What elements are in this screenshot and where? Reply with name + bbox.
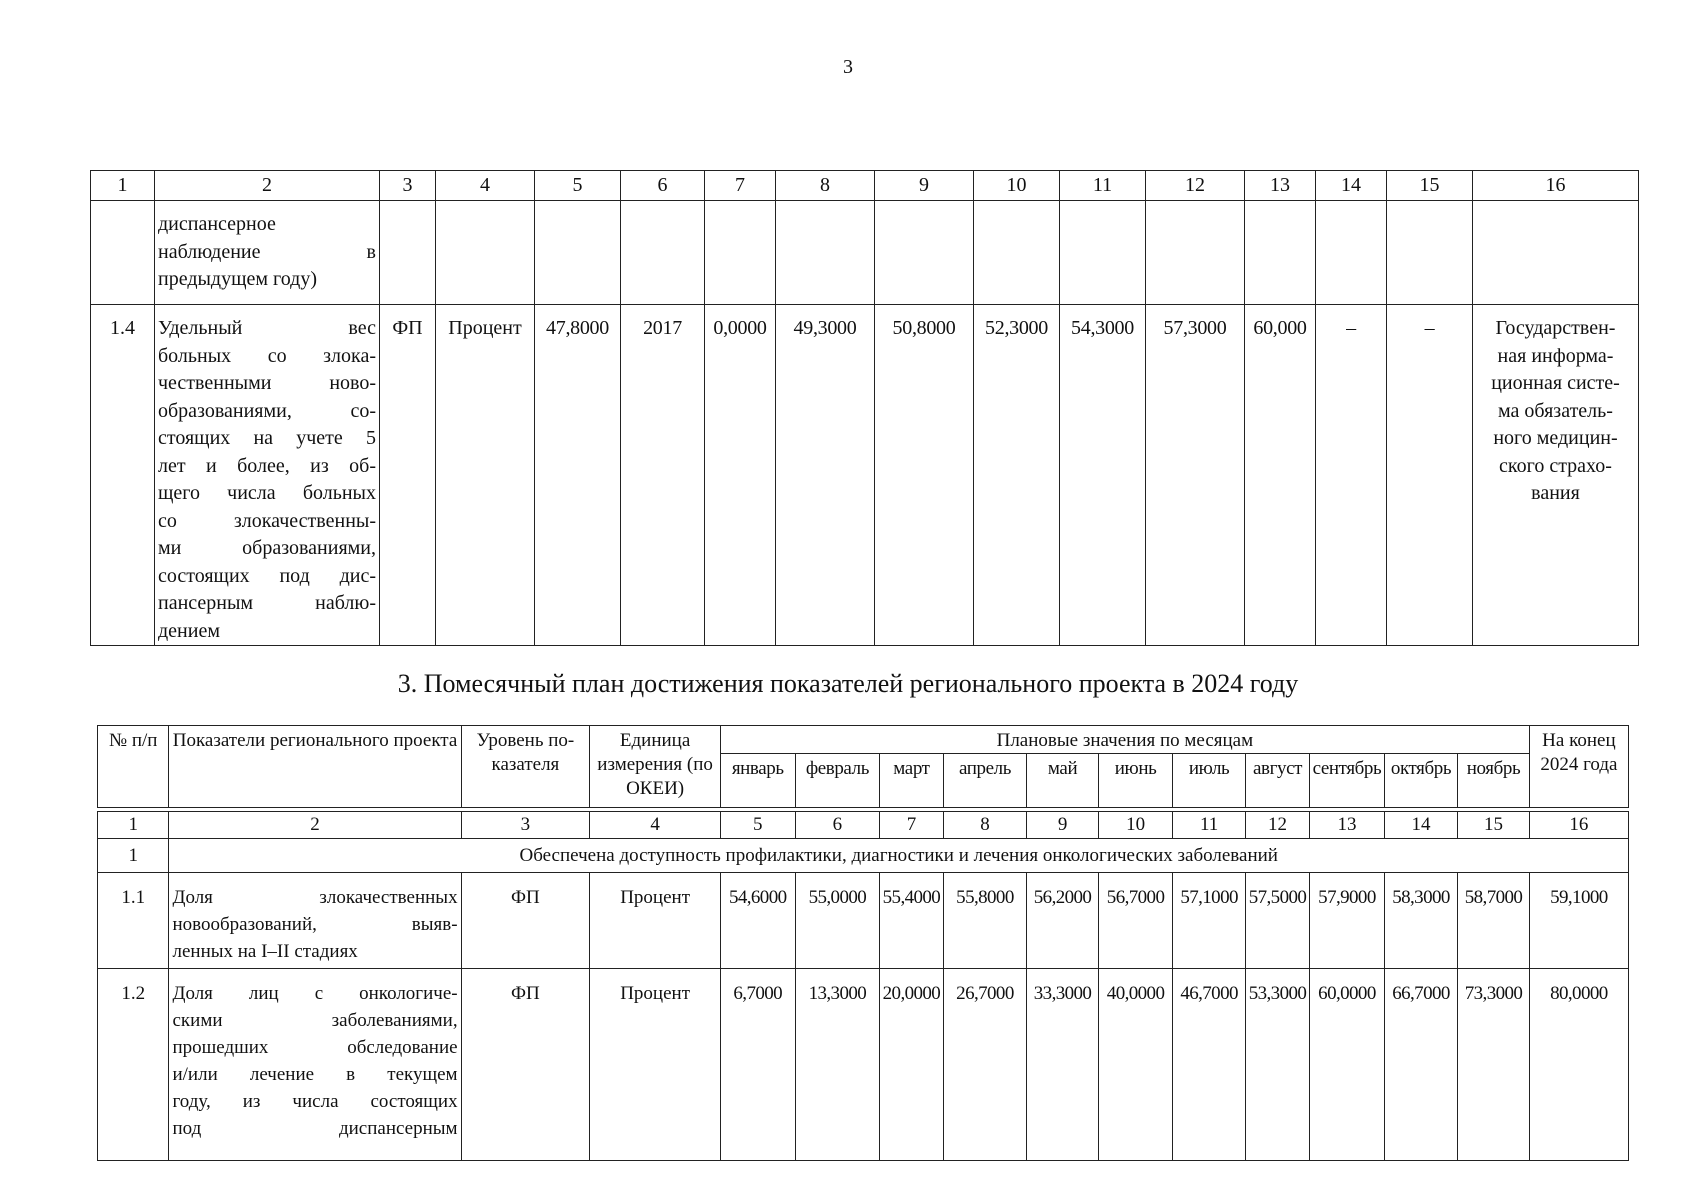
column-number: 3 xyxy=(380,171,436,201)
column-number: 7 xyxy=(880,812,943,839)
level-cell: ФП xyxy=(380,305,436,646)
month-value: 33,3000 xyxy=(1027,969,1098,1161)
column-number: 4 xyxy=(590,812,721,839)
column-number: 9 xyxy=(1027,812,1098,839)
header-row xyxy=(98,726,1629,754)
column-number: 13 xyxy=(1245,171,1316,201)
column-number: 15 xyxy=(1458,812,1530,839)
source-cell: Государствен- ная информа- ционная систе- ма обязатель- ного медицин- ского страхо- вания xyxy=(1473,305,1639,646)
table-row xyxy=(98,969,1629,1161)
section-title: 3. Помесячный план достижения показателей регионального проекта в 2024 году xyxy=(397,669,1299,698)
row-number: 1.2 xyxy=(98,969,169,1161)
column-number: 2 xyxy=(169,812,461,839)
value-cell: – xyxy=(1387,305,1473,646)
column-number: 2 xyxy=(155,171,380,201)
month-label: июнь xyxy=(1098,754,1173,808)
month-label: август xyxy=(1245,754,1309,808)
month-value: 46,7000 xyxy=(1173,969,1246,1161)
month-value: 53,3000 xyxy=(1245,969,1309,1161)
month-value: 54,6000 xyxy=(720,873,795,969)
table-row xyxy=(91,201,1639,305)
column-number: 5 xyxy=(535,171,621,201)
month-value: 57,1000 xyxy=(1173,873,1246,969)
month-value: 58,3000 xyxy=(1384,873,1458,969)
table-row xyxy=(91,305,1639,646)
column-number: 9 xyxy=(875,171,974,201)
value-cell: 57,3000 xyxy=(1146,305,1245,646)
column-number: 8 xyxy=(776,171,875,201)
row-number: 1.4 xyxy=(91,305,155,646)
header-year-end: На конец 2024 года xyxy=(1529,726,1628,808)
column-number: 16 xyxy=(1473,171,1639,201)
column-number: 12 xyxy=(1146,171,1245,201)
column-number: 8 xyxy=(943,812,1027,839)
level-cell: ФП xyxy=(461,969,590,1161)
column-number: 10 xyxy=(1098,812,1173,839)
month-label: сентябрь xyxy=(1310,754,1385,808)
header-indicator: Показатели регионального проекта xyxy=(169,726,461,808)
month-value: 55,0000 xyxy=(795,873,880,969)
header-level: Уровень по-казателя xyxy=(461,726,590,808)
column-number: 7 xyxy=(705,171,776,201)
column-number: 6 xyxy=(621,171,705,201)
month-value: 55,8000 xyxy=(943,873,1027,969)
header-unit: Единица измерения (по ОКЕИ) xyxy=(590,726,721,808)
month-value: 73,3000 xyxy=(1458,969,1530,1161)
column-number: 1 xyxy=(98,812,169,839)
unit-cell: Процент xyxy=(436,305,535,646)
column-number: 4 xyxy=(436,171,535,201)
indicator-cell: диспансерное наблюдение в предыдущем году) xyxy=(155,201,380,305)
month-label: февраль xyxy=(795,754,880,808)
month-value: 56,7000 xyxy=(1098,873,1173,969)
column-number: 12 xyxy=(1245,812,1309,839)
column-number: 16 xyxy=(1529,812,1628,839)
value-cell: 0,0000 xyxy=(705,305,776,646)
month-label: май xyxy=(1027,754,1098,808)
month-value: 56,2000 xyxy=(1027,873,1098,969)
header-num: № п/п xyxy=(98,726,169,808)
value-cell: 49,3000 xyxy=(776,305,875,646)
column-number-row xyxy=(98,812,1629,839)
table-row xyxy=(98,873,1629,969)
level-cell: ФП xyxy=(461,873,590,969)
value-cell: 2017 xyxy=(621,305,705,646)
indicator-cell: Доля лиц с онкологиче- скими заболеваниями, прошедших обследование и/или лечение в текущем году, из числа состоящих под диспансерным xyxy=(169,969,461,1161)
section-row xyxy=(98,839,1629,873)
month-value: 13,3000 xyxy=(795,969,880,1161)
page-number: 3 xyxy=(843,56,853,78)
value-cell: 50,8000 xyxy=(875,305,974,646)
month-value: 20,0000 xyxy=(880,969,943,1161)
column-number: 14 xyxy=(1384,812,1458,839)
column-number: 6 xyxy=(795,812,880,839)
column-number: 15 xyxy=(1387,171,1473,201)
column-number-row xyxy=(91,171,1639,201)
month-label: июль xyxy=(1173,754,1246,808)
indicators-table-continued xyxy=(90,170,1639,646)
value-cell: 52,3000 xyxy=(974,305,1060,646)
column-number: 11 xyxy=(1173,812,1246,839)
column-number: 3 xyxy=(461,812,590,839)
column-number: 5 xyxy=(720,812,795,839)
month-value: 60,0000 xyxy=(1310,969,1385,1161)
month-value: 66,7000 xyxy=(1384,969,1458,1161)
column-number: 14 xyxy=(1316,171,1387,201)
column-number: 10 xyxy=(974,171,1060,201)
month-value: 40,0000 xyxy=(1098,969,1173,1161)
value-cell: 54,3000 xyxy=(1060,305,1146,646)
indicator-cell: Удельный вес больных со злока- чественными ново- образованиями, со- стоящих на учете 5 лет и более, из об- щего числа больных со злокачественны- ми образованиями, состоящих под дис- пансерным наблю- дением xyxy=(155,305,380,646)
header-planned: Плановые значения по месяцам xyxy=(720,726,1529,754)
month-value: 6,7000 xyxy=(720,969,795,1161)
column-number: 1 xyxy=(91,171,155,201)
month-label: ноябрь xyxy=(1458,754,1530,808)
month-value: 57,9000 xyxy=(1310,873,1385,969)
section-number: 1 xyxy=(98,839,169,873)
value-cell: 60,000 xyxy=(1245,305,1316,646)
year-end-value: 80,0000 xyxy=(1529,969,1628,1161)
year-end-value: 59,1000 xyxy=(1529,873,1628,969)
column-number: 13 xyxy=(1310,812,1385,839)
month-label: апрель xyxy=(943,754,1027,808)
section-row-title: Обеспечена доступность профилактики, диагностики и лечения онкологических заболеваний xyxy=(169,839,1629,873)
monthly-plan-table xyxy=(97,725,1629,1161)
month-label: январь xyxy=(720,754,795,808)
month-value: 57,5000 xyxy=(1245,873,1309,969)
value-cell: – xyxy=(1316,305,1387,646)
row-number: 1.1 xyxy=(98,873,169,969)
month-label: октябрь xyxy=(1384,754,1458,808)
month-label: март xyxy=(880,754,943,808)
unit-cell: Процент xyxy=(590,873,721,969)
unit-cell: Процент xyxy=(590,969,721,1161)
month-value: 55,4000 xyxy=(880,873,943,969)
month-value: 26,7000 xyxy=(943,969,1027,1161)
column-number: 11 xyxy=(1060,171,1146,201)
value-cell: 47,8000 xyxy=(535,305,621,646)
indicator-cell: Доля злокачественных новообразований, выяв- ленных на I–II стадиях xyxy=(169,873,461,969)
month-value: 58,7000 xyxy=(1458,873,1530,969)
